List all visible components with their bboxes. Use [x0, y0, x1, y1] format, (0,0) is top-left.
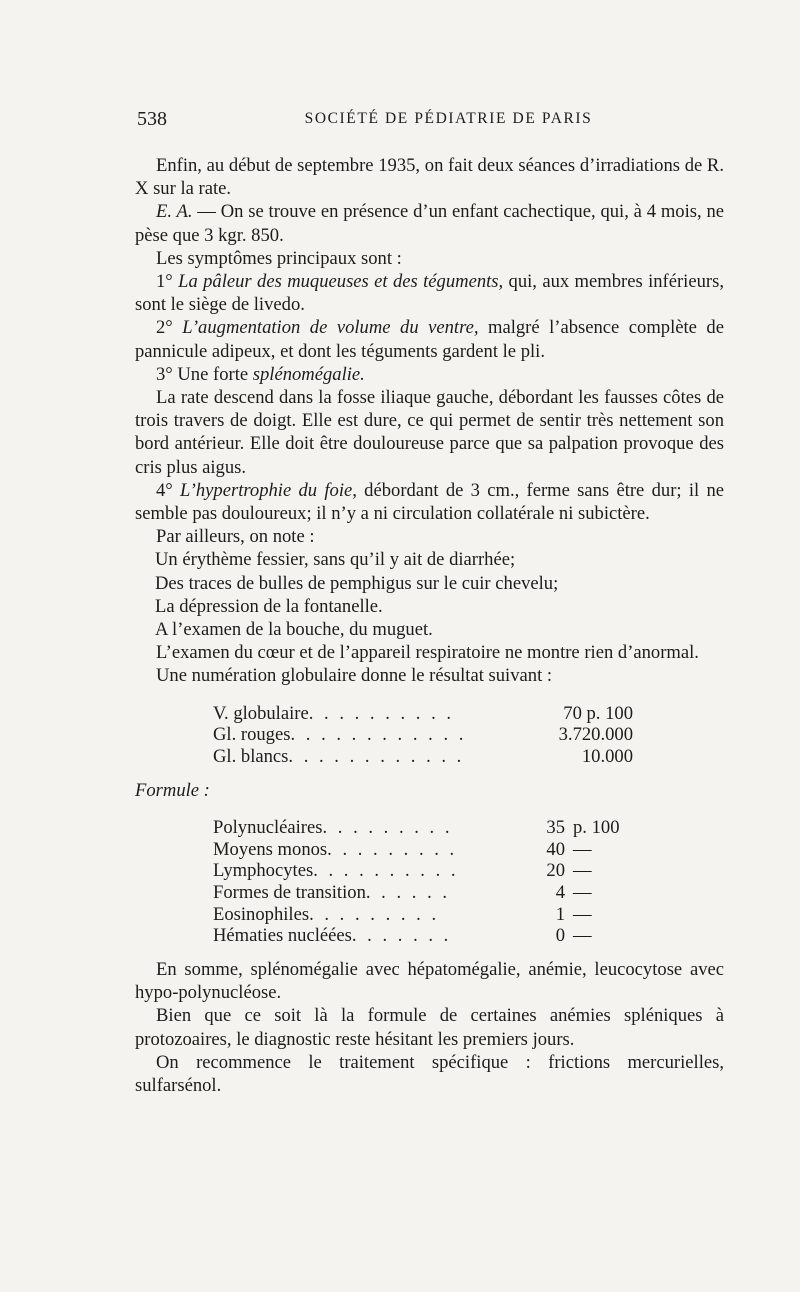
row-unit: —	[573, 903, 592, 925]
symptom-3-number: 3° Une forte	[156, 363, 253, 385]
table-row	[213, 903, 633, 925]
row-unit: —	[573, 860, 592, 882]
row-label: V. globulaire	[213, 702, 309, 724]
list-item: Des traces de bulles de pemphigus sur le cuir chevelu;	[155, 572, 559, 594]
symptom-1-number: 1°	[156, 271, 179, 293]
symptom-4-title: L’hypertrophie du foie,	[180, 479, 357, 501]
row-unit: —	[573, 882, 592, 903]
table-row	[213, 838, 633, 860]
row-label: Lymphocytes	[213, 860, 314, 882]
row-value: 20	[546, 860, 565, 882]
paragraph-case-intro	[135, 200, 724, 246]
dot-leader: . . . . . . . . .	[309, 903, 440, 925]
row-label: Polynucléaires	[213, 816, 323, 838]
row-value: 40	[546, 838, 565, 860]
formula-table	[213, 816, 633, 946]
row-unit: p. 100	[573, 816, 620, 838]
paragraph-heart-lungs: L’examen du cœur et de l’appareil respiratoire ne montre rien d’anormal.	[156, 642, 699, 664]
dot-leader: . . . . . . . . . .	[313, 860, 459, 882]
row-value: 1	[555, 903, 565, 925]
paragraph-other-notes: Par ailleurs, on note :	[156, 526, 315, 548]
symptom-4-number: 4°	[156, 479, 181, 501]
symptom-4-text: débordant de 3 cm., ferme sans être dur; il ne semble pas douloureux; il n’y a ni circulation collatérale ni subictère.	[135, 479, 724, 525]
row-label: Hématies nucléées	[213, 925, 352, 947]
symptom-3	[135, 363, 724, 386]
dot-leader: . . . . . .	[365, 882, 451, 903]
symptom-2-number: 2°	[156, 317, 183, 339]
row-unit: —	[573, 838, 592, 860]
symptom-3-title: splénomégalie.	[252, 363, 365, 385]
table-row	[213, 745, 633, 767]
table-row	[213, 881, 633, 903]
row-label: Gl. blancs	[213, 746, 289, 768]
row-value: 3.720.000	[558, 724, 633, 746]
row-value: 0	[555, 925, 565, 947]
list-item: A l’examen de la bouche, du muguet.	[155, 619, 433, 641]
table-row	[213, 816, 633, 838]
paragraph-blood-count: Une numération globulaire donne le résultat suivant :	[156, 665, 553, 687]
case-intro-text: — On se trouve en présence d’un enfant cachectique, qui, à 4 mois, ne pèse que 3 kgr. 850.	[135, 201, 725, 246]
patient-initials: E. A.	[156, 201, 193, 223]
table-row	[213, 859, 633, 881]
running-title: SOCIÉTÉ DE PÉDIATRIE DE PARIS	[304, 110, 593, 127]
dot-leader: . . . . . . . . . .	[308, 702, 455, 724]
symptom-2	[135, 316, 724, 362]
row-label: Formes de transition	[213, 882, 366, 903]
symptom-2-title: L’augmentation de volume du ventre,	[182, 317, 479, 339]
table-row	[213, 924, 633, 946]
formula-heading: Formule :	[135, 779, 210, 801]
paragraph-symptoms-intro: Les symptômes principaux sont :	[156, 247, 402, 269]
dot-leader: . . . . . . . . .	[327, 838, 458, 860]
row-unit: —	[573, 925, 592, 947]
paragraph-diagnosis: Bien que ce soit là la formule de certaines anémies spléniques à protozoaires, le diagnostic reste hésitant les premiers jours.	[135, 1005, 724, 1050]
list-item: La dépression de la fontanelle.	[155, 595, 383, 617]
symptom-1	[135, 270, 724, 316]
row-value: 4	[555, 882, 565, 903]
row-value: 10.000	[581, 746, 633, 768]
dot-leader: . . . . . . . . .	[322, 816, 453, 838]
blood-count-table	[213, 702, 633, 767]
dot-leader: . . . . . . . . . . . .	[290, 724, 467, 746]
paragraph-spleen: La rate descend dans la fosse iliaque gauche, débordant les fausses côtes de trois travers de doigt. Elle est dure, ce qui permet de sentir très nettement son bord antérieur. Elle doit être douloureuse parce que sa palpation provoque des cris plus aigus.	[135, 387, 724, 478]
row-label: Eosinophiles	[213, 903, 310, 925]
page-number: 538	[137, 108, 167, 130]
row-label: Gl. rouges	[213, 724, 291, 746]
table-row	[213, 723, 633, 745]
row-value: 35	[546, 816, 565, 838]
symptom-2-text: malgré l’absence complète de pannicule adipeux, et dont les téguments gardent le pli.	[135, 317, 724, 362]
running-header	[137, 108, 720, 138]
symptom-4	[135, 479, 724, 525]
symptom-1-text: qui, aux membres inférieurs, sont le siège de livedo.	[135, 271, 724, 316]
list-item: Un érythème fessier, sans qu’il y ait de diarrhée;	[155, 549, 516, 571]
dot-leader: . . . . . . . . . . . .	[288, 746, 465, 768]
table-row	[213, 702, 633, 724]
article-body	[135, 154, 724, 1097]
paragraph-treatment: On recommence le traitement spécifique : frictions mercurielles, sulfarsénol.	[135, 1051, 724, 1097]
dot-leader: . . . . . . .	[351, 925, 452, 947]
paragraph-irradiation: Enfin, au début de septembre 1935, on fait deux séances d’irradiations de R. X sur la rate.	[135, 155, 724, 200]
symptom-1-title: La pâleur des muqueuses et des téguments,	[178, 271, 504, 293]
row-label: Moyens monos	[213, 838, 328, 860]
paragraph-summary: En somme, splénomégalie avec hépatomégalie, anémie, leucocytose avec hypo-polynucléose.	[135, 959, 724, 1004]
row-value: 70 p. 100	[563, 702, 633, 724]
